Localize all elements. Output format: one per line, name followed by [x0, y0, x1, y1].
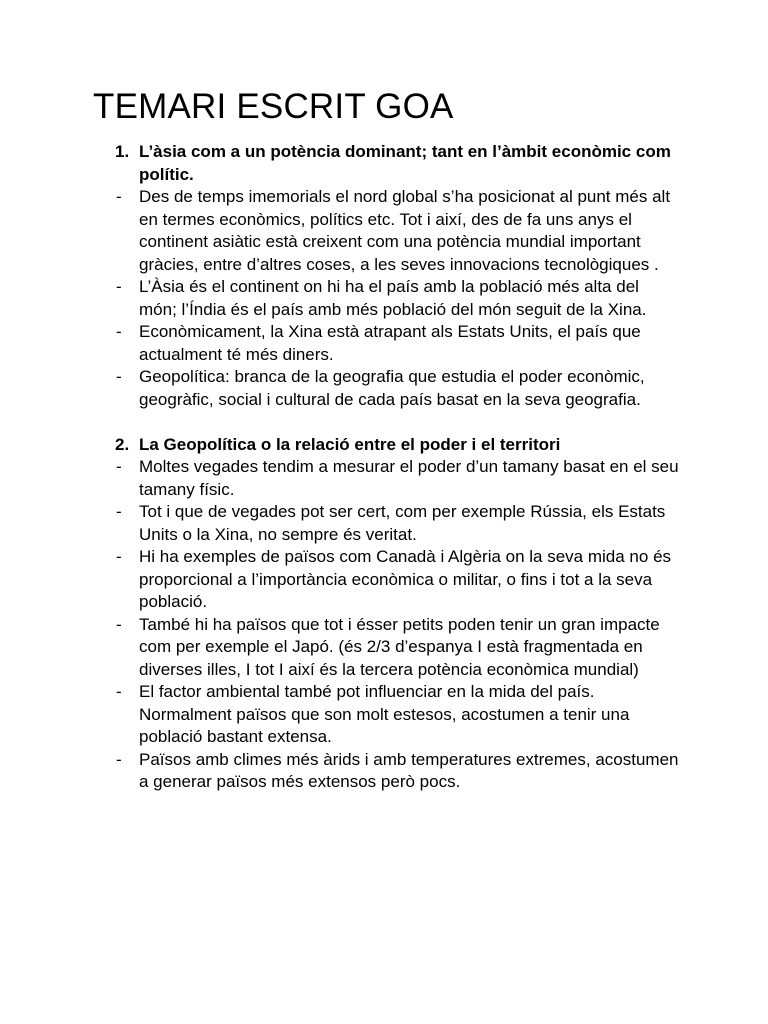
bullet-text: Des de temps imemorials el nord global s’ha posicionat al punt més alt en termes econòmics, polítics etc. Tot i així, des de fa uns anys el continent asiàtic està creixent com una potència mundial important gràcies, entre d’altres coses, a les seves innovacions tecnològiques . — [139, 187, 671, 274]
section-heading — [0, 141, 679, 186]
section-number: 2. — [115, 434, 130, 454]
bullet-item — [0, 546, 679, 614]
document-body — [0, 141, 768, 794]
section-heading — [0, 434, 679, 457]
bullet-text: Moltes vegades tendim a mesurar el poder d’un tamany basat en el seu tamany físic. — [139, 457, 679, 499]
bullet-marker: - — [116, 367, 122, 386]
bullet-item — [0, 501, 679, 546]
section-2 — [0, 434, 768, 794]
bullet-text: L’Àsia és el continent on hi ha el país amb la població més alta del món; l’Índia és el país amb més població del món seguit de la Xina. — [139, 277, 647, 319]
bullet-text: Països amb climes més àrids i amb temperatures extremes, acostumen a generar països més extensos però pocs. — [139, 749, 679, 791]
bullet-marker: - — [116, 547, 122, 566]
document-title: TEMARI ESCRIT GOA — [93, 87, 454, 126]
bullet-marker: - — [116, 502, 122, 521]
section-number: 1. — [115, 142, 130, 161]
bullet-text: Hi ha exemples de països com Canadà i Algèria on la seva mida no és proporcional a l’importància econòmica o militar, o fins i tot a la seva població. — [139, 547, 672, 611]
bullet-item — [0, 456, 679, 501]
section-heading-text: L’àsia com a un potència dominant; tant en l’àmbit econòmic com polític. — [139, 142, 671, 184]
bullet-marker: - — [116, 682, 122, 701]
bullet-text: Econòmicament, la Xina està atrapant als Estats Units, el país que actualment té més diners. — [139, 322, 641, 364]
section-heading-text: La Geopolítica o la relació entre el poder i el territori — [139, 434, 561, 454]
bullet-item — [0, 276, 679, 321]
bullet-marker: - — [116, 187, 122, 206]
bullet-item — [0, 321, 679, 366]
bullet-item — [0, 681, 679, 749]
bullet-text: Tot i que de vegades pot ser cert, com per exemple Rússia, els Estats Units o la Xina, no sempre és veritat. — [139, 502, 666, 544]
section-1 — [0, 141, 768, 411]
bullet-marker: - — [116, 277, 122, 296]
bullet-item — [0, 366, 679, 411]
bullet-text: També hi ha països que tot i ésser petits poden tenir un gran impacte com per exemple el Japó. (és 2/3 d’espanya I està fragmentada en diverses illes, I tot I així és la tercera potència econòmica mundial) — [139, 614, 660, 679]
bullet-marker: - — [116, 749, 122, 769]
bullet-text: El factor ambiental també pot influenciar en la mida del país. Normalment països que son molt estesos, acostumen a tenir una població bastant extensa. — [139, 682, 630, 746]
bullet-marker: - — [116, 322, 122, 341]
bullet-marker: - — [116, 457, 122, 476]
bullet-item — [0, 749, 679, 794]
bullet-text: Geopolítica: branca de la geografia que estudia el poder econòmic, geogràfic, social i cultural de cada país basat en la seva geografia. — [139, 367, 645, 409]
bullet-marker: - — [116, 614, 122, 634]
bullet-item — [0, 186, 679, 276]
bullet-item — [0, 614, 679, 682]
